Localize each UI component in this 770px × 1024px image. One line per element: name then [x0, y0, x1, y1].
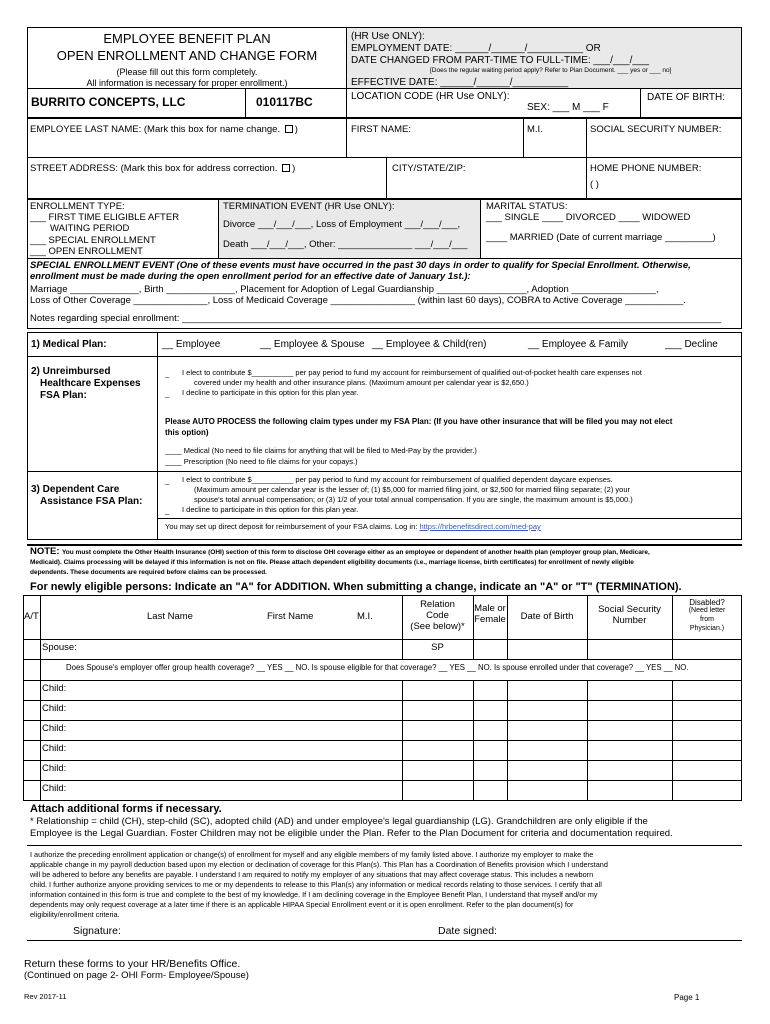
dependents-heading: For newly eligible persons: Indicate an "A" for ADDITION. When submitting a change, indicate an "A" or "T" (TERMINATION). [30, 581, 682, 593]
note-divider [27, 544, 742, 546]
plans-frame [27, 332, 742, 540]
hr-use-label: (HR Use ONLY): [351, 31, 425, 42]
col-male-female-2: Female [474, 614, 506, 625]
child-row-5[interactable]: Child: [42, 763, 67, 774]
dep-elect-text-3: spouse's total annual compensation; or (3) 1/2 of your total annual compensation. If you are single, the maximum amount is $5,000.) [194, 495, 633, 504]
col-ssn-2: Number [612, 615, 647, 626]
marital-single-divorced-widowed[interactable]: ___ SINGLE ____ DIVORCED ____ WIDOWED [486, 212, 691, 223]
auth-text-4: child. I further authorize anyone providing services to me or my dependents to release to this Plan(s) any information or medical records relating to those services. I certify that all [30, 880, 602, 889]
form-title: EMPLOYEE BENEFIT PLAN [103, 31, 271, 46]
col-at: A/T [24, 611, 39, 622]
special-notes-field[interactable]: Notes regarding special enrollment: ______________________________________________________________________________________________________ [30, 313, 721, 324]
instructions-line2: All information is necessary for proper enrollment.) [86, 78, 288, 88]
col-mi: M.I. [357, 611, 373, 622]
date-changed-field[interactable]: DATE CHANGED FROM PART-TIME TO FULL-TIME: ___/___/___ [351, 55, 650, 66]
street-address-field[interactable]: STREET ADDRESS: (Mark this box for address correction. ) [30, 163, 296, 174]
termination-event-label: TERMINATION EVENT (HR Use ONLY): [223, 201, 395, 212]
auth-divider-top [27, 845, 742, 846]
medical-plan-label: 1) Medical Plan: [31, 339, 107, 350]
row-divider [23, 760, 742, 761]
col-dob: Date of Birth [520, 611, 574, 622]
fsa-elect-text-2: covered under my health and other insurance plans. (Maximum amount per calendar year is $2,650.) [194, 378, 529, 387]
home-phone-field[interactable]: HOME PHONE NUMBER: [590, 163, 702, 174]
first-time-eligible-option[interactable]: ___ FIRST TIME ELIGIBLE AFTER [30, 212, 180, 223]
divider [245, 88, 246, 118]
continued-note: (Continued on page 2- OHI Form- Employee/Spouse) [24, 970, 249, 981]
divider [523, 118, 524, 157]
row-divider [23, 780, 742, 781]
ssn-field[interactable]: SOCIAL SECURITY NUMBER: [590, 124, 722, 135]
open-enrollment-option[interactable]: ___ OPEN ENROLLMENT [30, 246, 143, 257]
marital-status-label: MARITAL STATUS: [486, 201, 568, 212]
divider [586, 118, 587, 199]
note-line2: Medicaid). Claims processing will be delayed if this information is not on file. Please attach dependent eligibility documents (i.e., marriage license, birth certificates) for enrollment of newly eligible [30, 559, 634, 566]
relationship-note-2: Employee is the Legal Guardian. Foster Children may not be eligible under the Plan. Refer to the Plan Document for criteria and documentation required. [30, 828, 673, 839]
special-events-line2[interactable]: Loss of Other Coverage ______________, Loss of Medicaid Coverage ________________ (within last 60 days), COBRA to Active Coverage ___________. [30, 295, 686, 306]
date-signed-label[interactable]: Date signed: [438, 925, 497, 937]
note-line3: dependents. These documents are required before claims can be processed. [30, 569, 267, 576]
revision-label: Rev 2017-11 [24, 992, 67, 1001]
row-divider [23, 720, 742, 721]
return-instructions: Return these forms to your HR/Benefits Office. [24, 958, 241, 970]
auth-text-3: will be adhered to before any benefits are payable. I understand I am required to notify my employer of any situations that may affect coverage status. This includes a newborn [30, 870, 594, 879]
location-code-field[interactable]: LOCATION CODE (HR Use ONLY): [351, 91, 510, 102]
home-phone-paren: ( ) [590, 179, 599, 190]
waiting-period-label: WAITING PERIOD [50, 223, 130, 234]
dependent-care-label-2: Assistance FSA Plan: [40, 496, 143, 507]
dep-decline-checkbox[interactable]: _ [165, 506, 170, 515]
divorce-field[interactable]: Divorce ___/___/___, Loss of Employment ___/___/___, [223, 219, 461, 230]
auth-text-5: information contained in this form is true and complete to the best of my knowledge. If I am declining coverage in the Employee Benefit Plan, I understand that myself and/or my [30, 890, 598, 899]
divider [640, 88, 641, 118]
direct-deposit-note: You may set up direct deposit for reimbursement of your FSA claims. Log in: https://hrbenefitsdirect.com/med-pay [165, 522, 541, 531]
col-relation-see: (See below)* [410, 621, 465, 632]
relationship-note-1: * Relationship = child (CH), step-child (SC), adopted child (AD) and under employee's legal guardianship (LG). Grandchildren are only eligible if the [30, 816, 648, 827]
medical-option-decline[interactable]: ___ Decline [665, 339, 718, 350]
fsa-label-2: Healthcare Expenses [40, 378, 141, 389]
fsa-auto-process-2: this option) [165, 428, 209, 437]
enrollment-type-label: ENROLLMENT TYPE: [30, 201, 125, 212]
note-line1: NOTE: You must complete the Other Health Insurance (OHI) section of this form to disclose OHI coverage either as an employee or dependent of another health plan (employer group plan, Medicare, [30, 546, 650, 557]
waiting-period-note: [Does the regular waiting period apply? Refer to Plan Document. ___ yes or ___ no] [430, 67, 672, 74]
col-relation: Relation [420, 599, 455, 610]
child-row-2[interactable]: Child: [42, 703, 67, 714]
spouse-row-label[interactable]: Spouse: [42, 642, 77, 653]
child-row-1[interactable]: Child: [42, 683, 67, 694]
row-divider [23, 639, 742, 640]
divider [27, 157, 742, 158]
name-change-checkbox[interactable] [285, 125, 293, 133]
signature-label[interactable]: Signature: [73, 925, 121, 937]
spouse-coverage-questions[interactable]: Does Spouse's employer offer group health coverage? __ YES __ NO. Is spouse eligible for that coverage? __ YES __ NO. Is spouse enrolled under that coverage? __ YES __ NO. [66, 663, 689, 672]
col-disabled-3: from [700, 616, 714, 623]
instructions-line1: (Please fill out this form completely. [116, 67, 258, 77]
special-enrollment-option[interactable]: ___ SPECIAL ENROLLMENT [30, 235, 156, 246]
city-state-zip-field[interactable]: CITY/STATE/ZIP: [392, 163, 466, 174]
fsa-elect-text: I elect to contribute $__________ per pay period to fund my account for reimbursement of qualified out-of-pocket health care expenses not [182, 368, 642, 377]
mi-field[interactable]: M.I. [527, 124, 543, 135]
plan-number: 010117BC [256, 95, 313, 109]
child-row-6[interactable]: Child: [42, 783, 67, 794]
col-male-female: Male or [474, 603, 506, 614]
sex-field[interactable]: SEX: ___ M ___ F [527, 102, 609, 113]
col-divider [40, 595, 41, 801]
col-relation-code: Code [426, 610, 449, 621]
col-divider [507, 595, 508, 659]
auth-text-6: dependents may only request coverage at a later time if there is an applicable HIPAA Special Enrollment event or it is open enrollment. Refer to the plan document(s) for [30, 900, 574, 909]
divider [27, 356, 742, 357]
child-row-3[interactable]: Child: [42, 723, 67, 734]
special-enrollment-heading-2: enrollment must be made during the open enrollment period for an effective date of January 1st.): [30, 271, 471, 282]
form-subtitle: OPEN ENROLLMENT AND CHANGE FORM [56, 48, 318, 63]
auth-text-2: applicable change in my payroll deduction based upon my election or declination of coverage for this Plan(s). This Plan has a Coordination of Benefits provision which I understand [30, 860, 608, 869]
dep-elect-text: I elect to contribute $__________ per pay period to fund my account for reimbursement of qualified dependent daycare expenses. [182, 475, 613, 484]
col-ssn: Social Security [598, 604, 661, 615]
child-row-4[interactable]: Child: [42, 743, 67, 754]
dep-elect-text-2: (Maximum amount per calendar year is the lesser of; (1) $5,000 for married filing joint, or $2,500 for married filing separate; (2) your [194, 485, 631, 494]
medical-option-employee[interactable]: __ Employee [162, 339, 221, 350]
col-disabled-4: Physician.) [689, 625, 725, 632]
fsa-auto-process: Please AUTO PROCESS the following claim types under my FSA Plan: (If you have other insurance that will be filed you may not elect [165, 417, 673, 426]
medical-option-employee-spouse[interactable]: __ Employee & Spouse [260, 339, 365, 350]
date-of-birth-field[interactable]: DATE OF BIRTH: [647, 92, 725, 103]
employee-last-name-field[interactable]: EMPLOYEE LAST NAME: (Mark this box for name change. ) [30, 124, 298, 135]
fsa-auto-prescription-option[interactable]: ____ Prescription (No need to file claims for your copays.) [165, 457, 358, 466]
employment-date-field[interactable]: EMPLOYMENT DATE: ______/______/__________ OR [351, 43, 601, 54]
fsa-label-3: FSA Plan: [40, 390, 87, 401]
fsa-decline-text: I decline to participate in this option for this plan year. [182, 388, 359, 397]
auth-text-7: eligibility/enrollment criteria. [30, 910, 120, 919]
col-first-name: First Name [267, 611, 314, 622]
divider [27, 471, 742, 472]
med-pay-link[interactable]: https://hrbenefitsdirect.com/med-pay [419, 522, 541, 531]
fsa-auto-medical-option[interactable]: ____ Medical (No need to file claims for anything that will be filed to Med-Pay by the provider.) [165, 446, 477, 455]
dep-elect-checkbox[interactable]: _ [165, 476, 170, 485]
auth-divider-bottom [27, 940, 742, 941]
col-disabled: Disabled? [689, 598, 725, 607]
dependent-care-label-1: 3) Dependent Care [31, 484, 120, 495]
spouse-relation-code: SP [431, 642, 444, 653]
dep-decline-text: I decline to participate in this option for this plan year. [182, 505, 359, 514]
page-number: Page 1 [674, 993, 700, 1002]
divider [157, 332, 158, 540]
divider [218, 199, 219, 258]
medical-option-employee-children[interactable]: __ Employee & Child(ren) [372, 339, 487, 350]
effective-date-field[interactable]: EFFECTIVE DATE: ______/______/__________ [351, 77, 569, 88]
divider [480, 199, 481, 258]
row-divider [23, 740, 742, 741]
auth-text-1: I authorize the preceding enrollment application or change(s) of enrollment for myself and any eligible members of my family listed above. I authorize my employer to make the [30, 850, 594, 859]
address-change-checkbox[interactable] [282, 164, 290, 172]
row-divider [23, 680, 742, 681]
divider [346, 118, 347, 157]
row-divider [23, 659, 742, 660]
medical-option-family[interactable]: __ Employee & Family [528, 339, 629, 350]
special-events-line1[interactable]: Marriage _____________, Birth _____________, Placement for Adoption of Legal Guardianship _________________, Adoption ________________, [30, 284, 659, 295]
fsa-decline-checkbox[interactable]: _ [165, 389, 170, 398]
special-enrollment-heading: SPECIAL ENROLLMENT EVENT (One of these events must have occurred in the past 30 days in order to qualify for Special Enrollment. Otherwise, [30, 260, 691, 271]
divider [27, 258, 742, 259]
company-name: BURRITO CONCEPTS, LLC [31, 95, 186, 109]
fsa-elect-checkbox[interactable]: _ [165, 369, 170, 378]
marital-married[interactable]: ____ MARRIED (Date of current marriage _________) [486, 232, 716, 243]
col-disabled-2: (Need letter [688, 607, 726, 614]
divider [157, 518, 742, 519]
death-other-field[interactable]: Death ___/___/___, Other: ______________ ___/___/___ [223, 239, 468, 250]
col-last-name: Last Name [147, 611, 193, 622]
fsa-label-1: 2) Unreimbursed [31, 366, 111, 377]
attach-heading: Attach additional forms if necessary. [30, 803, 222, 815]
divider [386, 157, 387, 199]
first-name-field[interactable]: FIRST NAME: [351, 124, 411, 135]
row-divider [23, 700, 742, 701]
